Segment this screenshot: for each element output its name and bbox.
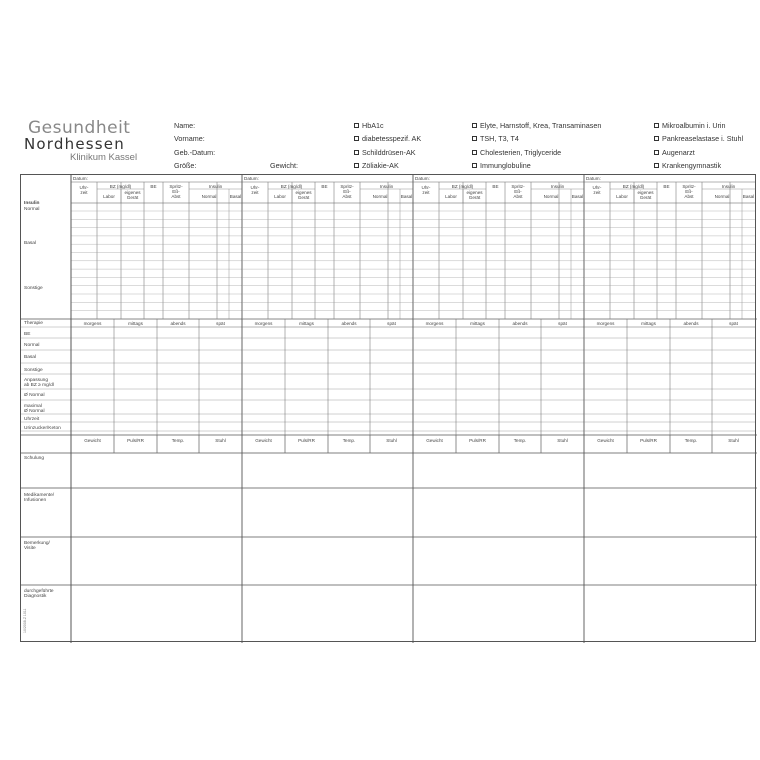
checkbox-icon[interactable] bbox=[654, 136, 659, 141]
vitals-col-header: Puls/RR bbox=[640, 438, 657, 443]
check-label: Krankengymnastik bbox=[662, 161, 722, 170]
row-label-t-basal: Basal bbox=[24, 355, 36, 360]
check-hba1c[interactable] bbox=[354, 121, 384, 130]
insulin-group-header: Insulin bbox=[721, 184, 736, 189]
be-header: BE bbox=[321, 184, 328, 189]
be-header: BE bbox=[150, 184, 157, 189]
check-cholesterin[interactable] bbox=[472, 148, 561, 157]
gewicht-field-label[interactable]: Gewicht: bbox=[270, 161, 298, 170]
logo-line-3: Klinikum Kassel bbox=[70, 152, 138, 163]
spritz-header: Spritz- Eß- Abst bbox=[340, 184, 354, 199]
check-augenarzt[interactable] bbox=[654, 148, 695, 157]
sheet-grid-lines bbox=[21, 175, 757, 643]
therapie-col-header: abends bbox=[512, 321, 528, 326]
bz-group-header: BZ (mg/dl) bbox=[280, 184, 303, 189]
checkbox-icon[interactable] bbox=[472, 163, 477, 168]
check-pankreaselastase[interactable] bbox=[654, 134, 743, 143]
vitals-col-header: Temp. bbox=[684, 438, 698, 443]
check-diabetes-ak[interactable] bbox=[354, 134, 421, 143]
check-label: Cholesterien, Triglyceride bbox=[480, 148, 562, 157]
row-label-normal: Normal bbox=[24, 207, 40, 212]
vitals-col-header: Stuhl bbox=[215, 438, 226, 443]
therapie-col-header: mittags bbox=[299, 321, 314, 326]
check-label: HbA1c bbox=[362, 121, 384, 130]
row-label-basal: Basal bbox=[24, 241, 36, 246]
geb-datum-field-label[interactable]: Geb.-Datum: bbox=[174, 148, 216, 157]
row-label-urinzucker: Urinzucker/Keton bbox=[24, 426, 61, 431]
insulin-basal-header: Basal bbox=[571, 194, 584, 199]
check-zoeliakie-ak[interactable] bbox=[354, 161, 399, 170]
check-tsh[interactable] bbox=[472, 134, 519, 143]
be-header: BE bbox=[492, 184, 499, 189]
bz-geraet-header: eigenes Gerät bbox=[466, 190, 483, 200]
checkbox-icon[interactable] bbox=[354, 136, 359, 141]
bz-labor-header: Labor bbox=[274, 194, 286, 199]
checkbox-icon[interactable] bbox=[654, 150, 659, 155]
insulin-group-header: Insulin bbox=[208, 184, 223, 189]
form-code: 10/2008-Z 1011 bbox=[23, 608, 27, 633]
vitals-col-header: Puls/RR bbox=[127, 438, 144, 443]
logo-line-2: Nordhessen bbox=[24, 135, 125, 153]
row-label-t-normal: Normal bbox=[24, 343, 40, 348]
row-label-therapie: Therapie bbox=[24, 321, 43, 326]
bz-labor-header: Labor bbox=[103, 194, 115, 199]
therapie-col-header: spät bbox=[387, 321, 396, 326]
row-label-sonstige: Sonstige bbox=[24, 286, 43, 291]
insulin-basal-header: Basal bbox=[742, 194, 755, 199]
bz-labor-header: Labor bbox=[616, 194, 628, 199]
spritz-header: Spritz- Eß- Abst bbox=[682, 184, 696, 199]
therapie-col-header: abends bbox=[170, 321, 186, 326]
checkbox-icon[interactable] bbox=[472, 123, 477, 128]
check-immunglobuline[interactable] bbox=[472, 161, 531, 170]
check-krankengymnastik[interactable] bbox=[654, 161, 721, 170]
uhrzeit-header: Uhr- zeit bbox=[79, 185, 89, 195]
vitals-col-header: Gewicht bbox=[84, 438, 101, 443]
check-label: Augenarzt bbox=[662, 148, 695, 157]
checkbox-icon[interactable] bbox=[354, 123, 359, 128]
therapie-col-header: spät bbox=[729, 321, 738, 326]
insulin-group-header: Insulin bbox=[379, 184, 394, 189]
insulin-normal-header: Normal bbox=[714, 194, 730, 199]
therapie-col-header: mittags bbox=[470, 321, 485, 326]
checkbox-icon[interactable] bbox=[472, 150, 477, 155]
bz-geraet-header: eigenes Gerät bbox=[295, 190, 312, 200]
vitals-col-header: Temp. bbox=[513, 438, 527, 443]
row-label-max-normal: maximal Ø Normal bbox=[24, 404, 45, 415]
bz-labor-header: Labor bbox=[445, 194, 457, 199]
uhrzeit-header: Uhr- zeit bbox=[592, 185, 602, 195]
therapie-col-header: abends bbox=[683, 321, 699, 326]
diabetes-chart-sheet bbox=[20, 174, 756, 642]
uhrzeit-header: Uhr- zeit bbox=[421, 185, 431, 195]
insulin-group-header: Insulin bbox=[550, 184, 565, 189]
vitals-col-header: Gewicht bbox=[597, 438, 614, 443]
insulin-basal-header: Basal bbox=[229, 194, 242, 199]
vitals-col-header: Puls/RR bbox=[469, 438, 486, 443]
check-label: Immunglobuline bbox=[480, 161, 531, 170]
uhrzeit-header: Uhr- zeit bbox=[250, 185, 260, 195]
insulin-normal-header: Normal bbox=[543, 194, 559, 199]
row-label-bemerkung: Bemerkung/ Visite bbox=[24, 541, 50, 552]
therapie-col-header: spät bbox=[558, 321, 567, 326]
row-label-d-normal: Ø Normal bbox=[24, 393, 45, 398]
checkbox-icon[interactable] bbox=[354, 163, 359, 168]
insulin-normal-header: Normal bbox=[372, 194, 388, 199]
vorname-field-label[interactable]: Vorname: bbox=[174, 134, 205, 143]
bz-group-header: BZ (mg/dl) bbox=[109, 184, 132, 189]
name-field-label[interactable]: Name: bbox=[174, 121, 196, 130]
row-label-uhrzeit: Uhrzeit bbox=[24, 417, 40, 422]
checkbox-icon[interactable] bbox=[654, 163, 659, 168]
insulin-normal-header: Normal bbox=[201, 194, 217, 199]
check-elyte[interactable] bbox=[472, 121, 601, 130]
check-label: Schilddrüsen-AK bbox=[362, 148, 416, 157]
hospital-logo bbox=[24, 118, 148, 163]
row-label-insulin: Insulin bbox=[24, 201, 40, 206]
row-label-be: BE bbox=[24, 332, 31, 337]
vitals-col-header: Temp. bbox=[171, 438, 185, 443]
datum-label: Datum: bbox=[244, 176, 259, 181]
therapie-col-header: morgens bbox=[254, 321, 273, 326]
check-label: Elyte, Harnstoff, Krea, Transaminasen bbox=[480, 121, 602, 130]
therapie-col-header: morgens bbox=[425, 321, 444, 326]
vitals-col-header: Stuhl bbox=[557, 438, 568, 443]
therapie-col-header: morgens bbox=[83, 321, 102, 326]
therapie-col-header: abends bbox=[341, 321, 357, 326]
bz-group-header: BZ (mg/dl) bbox=[451, 184, 474, 189]
therapie-col-header: mittags bbox=[641, 321, 656, 326]
vitals-col-header: Stuhl bbox=[728, 438, 739, 443]
row-label-schulung: Schulung bbox=[24, 456, 45, 461]
bz-geraet-header: eigenes Gerät bbox=[124, 190, 141, 200]
datum-label: Datum: bbox=[73, 176, 88, 181]
row-label-diagnostik: durchgeführte Diagnostik bbox=[24, 589, 54, 600]
check-label: Mikroalbumin i. Urin bbox=[662, 121, 726, 130]
spritz-header: Spritz- Eß- Abst bbox=[511, 184, 525, 199]
vitals-col-header: Stuhl bbox=[386, 438, 397, 443]
datum-label: Datum: bbox=[586, 176, 601, 181]
therapie-col-header: mittags bbox=[128, 321, 143, 326]
checkbox-icon[interactable] bbox=[354, 150, 359, 155]
check-mikroalbumin[interactable] bbox=[654, 121, 726, 130]
check-label: TSH, T3, T4 bbox=[480, 134, 519, 143]
therapie-col-header: spät bbox=[216, 321, 225, 326]
vitals-col-header: Gewicht bbox=[426, 438, 443, 443]
therapie-col-header: morgens bbox=[596, 321, 615, 326]
vitals-col-header: Puls/RR bbox=[298, 438, 315, 443]
checkbox-icon[interactable] bbox=[654, 123, 659, 128]
bz-group-header: BZ (mg/dl) bbox=[622, 184, 645, 189]
logo-line-1: Gesundheit bbox=[28, 118, 131, 138]
check-label: diabetesspezif. AK bbox=[362, 134, 422, 143]
check-label: Zöliakie-AK bbox=[362, 161, 399, 170]
row-label-anpassung: Anpassung ab BZ ≥ mg/dl bbox=[24, 378, 54, 389]
datum-label: Datum: bbox=[415, 176, 430, 181]
bz-geraet-header: eigenes Gerät bbox=[637, 190, 654, 200]
check-schilddruesen-ak[interactable] bbox=[354, 148, 416, 157]
vitals-col-header: Temp. bbox=[342, 438, 356, 443]
spritz-header: Spritz- Eß- Abst bbox=[169, 184, 183, 199]
groesse-field-label[interactable]: Größe: bbox=[174, 161, 197, 170]
insulin-basal-header: Basal bbox=[400, 194, 413, 199]
row-label-t-sonstige: Sonstige bbox=[24, 368, 43, 373]
checkbox-icon[interactable] bbox=[472, 136, 477, 141]
vitals-col-header: Gewicht bbox=[255, 438, 272, 443]
check-label: Pankreaselastase i. Stuhl bbox=[662, 134, 744, 143]
be-header: BE bbox=[663, 184, 670, 189]
row-label-medikamente: Medikamente/ Infusionen bbox=[24, 493, 55, 504]
